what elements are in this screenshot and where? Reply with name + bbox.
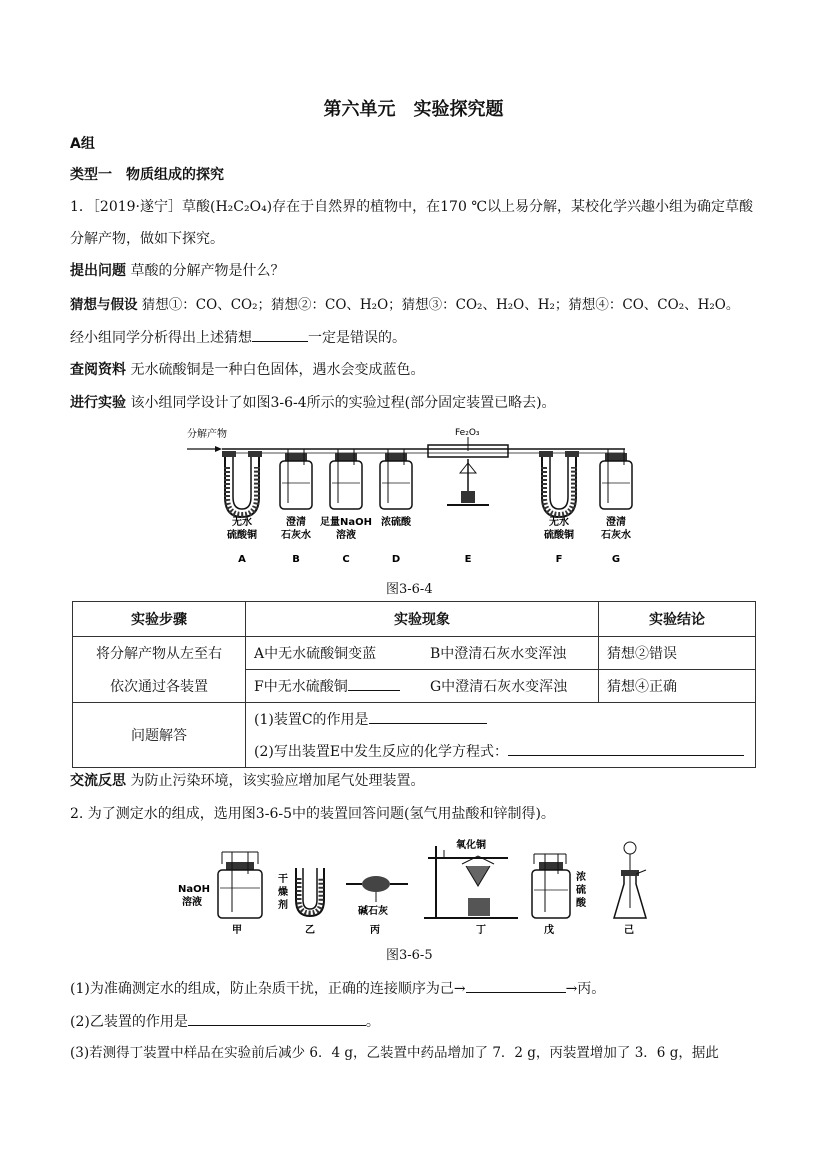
label-a2: 硫酸铜 (227, 530, 257, 541)
letter-f: F (555, 554, 563, 565)
answer-text: (2)写出装置E中发生反应的化学方程式： (254, 744, 509, 760)
header-step: 实验步骤 (73, 602, 246, 637)
naoh-label-2: 溶液 (182, 897, 202, 908)
letter-c: C (342, 554, 350, 565)
acid-label-3: 酸 (576, 898, 586, 909)
name-jia: 甲 (232, 925, 242, 936)
step-cell: 将分解产物从左至右 (73, 637, 246, 670)
part2-text-end: 。 (365, 1014, 380, 1030)
question-text: 草酸的分解产物是什么？ (130, 263, 285, 279)
q1-reference (70, 360, 424, 380)
cuo-label: 氧化铜 (456, 840, 486, 851)
table-row (73, 637, 756, 670)
q2-part3: (3)若测得丁装置中样品在实验前后减少 6．4 g，乙装置中药品增加了 7．2 g，丙装置增加了 3．6 g，据此 (70, 1045, 719, 1061)
u-tube-yi (277, 868, 324, 936)
label-f1: 无水 (549, 517, 569, 528)
answer-blank[interactable] (252, 327, 308, 342)
experiment-table (72, 601, 756, 768)
answer-cell (246, 735, 756, 768)
observation-cell: G中澄清石灰水变浑浊 (422, 670, 599, 703)
q2-part2 (70, 1011, 380, 1032)
q1-intro-line1: 1．［2019·遂宁］草酸(H₂C₂O₄)存在于自然界的植物中，在170 ℃以上易分解，某校化学兴趣小组为确定草酸 (70, 199, 753, 215)
conclusion-cell: 猜想④正确 (599, 670, 756, 703)
label-c1: 足量NaOH (320, 517, 372, 528)
label-b1: 澄清 (286, 517, 306, 528)
header-conclusion: 实验结论 (599, 602, 756, 637)
bottle-c (330, 449, 362, 509)
name-yi: 乙 (305, 925, 315, 936)
reflection-text: 为防止污染环境，该实验应增加尾气处理装置。 (130, 773, 425, 789)
inlet-label: 分解产物 (187, 429, 227, 440)
naoh-label-1: NaOH (178, 884, 210, 895)
bottle-b (280, 449, 312, 509)
bottle-d (380, 449, 412, 509)
label-d1: 浓硫酸 (381, 517, 411, 528)
u-tube-f (539, 451, 579, 517)
letter-g: G (611, 554, 621, 565)
page-title: 第六单元 实验探究题 (323, 99, 504, 120)
label-g2: 石灰水 (601, 530, 631, 541)
heating-apparatus-ding (424, 838, 518, 936)
part2-text: (2)乙装置的作用是 (70, 1014, 188, 1030)
header-observation: 实验现象 (246, 602, 599, 637)
observation-text: F中无水硫酸铜 (254, 679, 348, 695)
soda-lime-label: 碱石灰 (358, 906, 388, 917)
letter-b: B (292, 554, 300, 565)
hypothesis-text: 猜想①：CO、CO₂；猜想②：CO、H₂O；猜想③：CO₂、H₂O、H₂；猜想④：CO、CO₂、H₂O。 (141, 297, 740, 313)
name-ji: 己 (624, 925, 634, 936)
figure-caption-1: 图3-6-4 (386, 582, 433, 597)
letter-a: A (238, 554, 246, 565)
apparatus-figure-1 (185, 425, 645, 570)
label-b2: 石灰水 (281, 530, 311, 541)
q1-experiment (70, 393, 556, 413)
answer-text: (1)装置C的作用是 (254, 712, 369, 728)
experiment-label: 进行实验 (70, 395, 126, 411)
heating-tube-e (428, 428, 508, 505)
answer-blank[interactable] (369, 709, 487, 724)
drying-tube-bing (346, 876, 408, 936)
part1-text-end: →丙。 (565, 981, 606, 997)
analysis-text: 经小组同学分析得出上述猜想 (70, 330, 252, 346)
table-header-row (73, 602, 756, 637)
q2-part1 (70, 978, 605, 999)
dry-label-3: 剂 (278, 900, 288, 911)
bottle-g (600, 449, 632, 509)
q1-intro-line2: 分解产物，做如下探究。 (70, 231, 224, 247)
step-cell: 依次通过各装置 (73, 670, 246, 703)
name-bing: 丙 (370, 925, 380, 936)
q1-question (70, 261, 284, 281)
q2-intro: 2. 为了测定水的组成，选用图3-6-5中的装置回答问题(氢气用盐酸和锌制得)。 (70, 806, 555, 822)
reference-label: 查阅资料 (70, 362, 126, 378)
type-heading: 类型一 物质组成的探究 (70, 167, 224, 183)
answer-blank[interactable] (188, 1011, 366, 1026)
dry-label-1: 干 (278, 874, 288, 885)
q1-reflection (70, 771, 424, 791)
apparatus-diagram-1 (185, 425, 645, 570)
label-g1: 澄清 (606, 517, 626, 528)
bottle-jia (178, 852, 262, 936)
label-f2: 硫酸铜 (544, 530, 574, 541)
observation-cell (246, 670, 423, 703)
reference-text: 无水硫酸铜是一种白色固体，遇水会变成蓝色。 (130, 362, 425, 378)
conclusion-cell: 猜想②错误 (599, 637, 756, 670)
apparatus-figure-2 (178, 838, 648, 938)
experiment-text: 该小组同学设计了如图3-6-4所示的实验过程(部分固定装置已略去)。 (130, 395, 556, 411)
acid-label-2: 硫 (576, 885, 586, 896)
apparatus-diagram-2 (178, 838, 648, 938)
answer-blank[interactable] (466, 978, 566, 993)
name-ding: 丁 (476, 925, 486, 936)
letter-e: E (464, 554, 472, 565)
part1-text: (1)为准确测定水的组成，防止杂质干扰，正确的连接顺序为己→ (70, 981, 466, 997)
question-label: 提出问题 (70, 263, 126, 279)
fe2o3-label: Fe₂O₃ (455, 428, 480, 438)
table-row (73, 703, 756, 736)
observation-cell: B中澄清石灰水变浑浊 (422, 637, 599, 670)
step-cell: 问题解答 (73, 703, 246, 768)
u-tube-a (222, 451, 262, 517)
analysis-text-end: 一定是错误的。 (308, 330, 406, 346)
figure-caption-2: 图3-6-5 (386, 948, 433, 963)
answer-blank[interactable] (508, 741, 744, 756)
q1-hypothesis (70, 295, 739, 315)
letter-d: D (391, 554, 401, 565)
label-c2: 溶液 (336, 530, 356, 541)
q1-analysis (70, 327, 406, 348)
flask-ji (614, 842, 646, 936)
bottle-wu (532, 854, 587, 936)
answer-blank[interactable] (348, 676, 400, 691)
reflection-label: 交流反思 (70, 773, 126, 789)
acid-label-1: 浓 (576, 872, 586, 883)
table-row (73, 670, 756, 703)
hypothesis-label: 猜想与假设 (70, 297, 138, 313)
answer-cell (246, 703, 756, 736)
dry-label-2: 燥 (278, 887, 288, 898)
observation-cell: A中无水硫酸铜变蓝 (246, 637, 423, 670)
name-wu: 戊 (544, 925, 554, 936)
group-heading: A组 (70, 136, 95, 152)
label-a1: 无水 (232, 517, 252, 528)
